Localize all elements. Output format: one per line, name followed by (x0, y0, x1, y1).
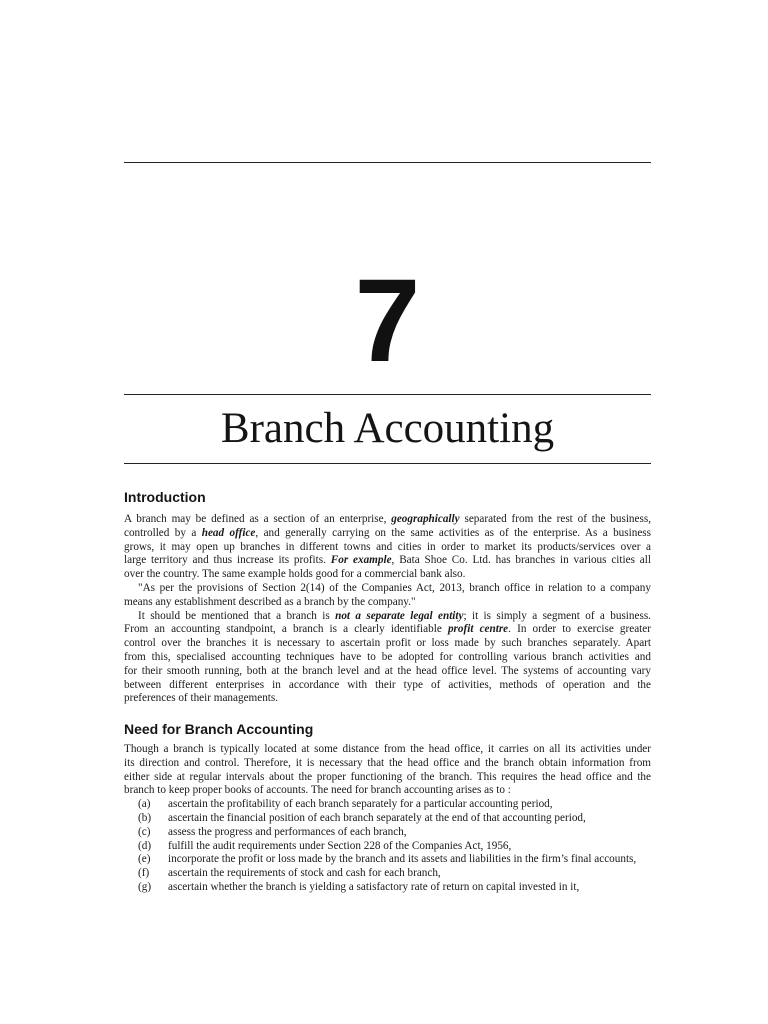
list-item-text: incorporate the profit or loss made by the branch and its assets and liabilities in the firm’s final accounts, (168, 853, 637, 866)
intro-line: grows, it may open up branches in different towns and cities in order to market its products/services over a (124, 540, 651, 553)
intro-line: over the country. The same example holds good for a commercial bank also. (124, 568, 466, 581)
list-marker: (f) (138, 867, 150, 880)
list-marker: (g) (138, 880, 152, 893)
list-item (124, 812, 651, 826)
list-item-text: ascertain the requirements of stock and cash for each branch, (168, 867, 441, 880)
need-line: its direction and control. Therefore, it is necessary that the head office and the branch obtain information from (124, 756, 651, 769)
introduction-heading: Introduction (124, 489, 206, 505)
intro-line: "As per the provisions of Section 2(14) of the Companies Act, 2013, branch office in relation to a company (138, 581, 651, 594)
need-line: either side at regular intervals about the proper functioning of the branch. This requires the head office and the (124, 770, 651, 783)
list-marker: (a) (138, 798, 151, 811)
need-line: Though a branch is typically located at some distance from the head office, it carries on all its activities under (124, 743, 651, 755)
need-heading: Need for Branch Accounting (124, 721, 314, 737)
list-marker: (d) (138, 839, 152, 852)
intro-line: between different enterprises in accordance with their type of activities, methods of operation and the (124, 678, 651, 691)
list-item (124, 840, 651, 854)
title-divider-bottom (124, 463, 651, 464)
intro-line: preferences of their managements. (124, 692, 279, 705)
list-item (124, 826, 651, 840)
need-text (124, 743, 651, 895)
list-item (124, 881, 651, 895)
title-divider-top (124, 394, 651, 395)
list-item-text: ascertain whether the branch is yielding a satisfactory rate of return on capital invested in it, (168, 880, 580, 893)
need-line: branch to keep proper books of accounts. The need for branch accounting arises as to : (124, 784, 511, 797)
intro-line: control over the branches it is necessary to ascertain profit or loss made by such branches separately. Apart (124, 637, 651, 650)
intro-line: controlled by a head office, and generally carrying on the same activities as of the enterprise. As a business (124, 526, 651, 539)
list-item (124, 853, 651, 867)
intro-line: A branch may be defined as a section of an enterprise, geographically separated from the rest of the business, (124, 513, 651, 525)
intro-line: means any establishment described as a branch by the company." (124, 595, 416, 608)
list-item (124, 798, 651, 812)
intro-line: for their smooth running, both at the branch level and at the head office level. The systems of accounting vary (124, 664, 651, 677)
chapter-title: Branch Accounting (220, 405, 555, 452)
list-item-text: ascertain the financial position of each branch separately at the end of that accounting period, (168, 811, 586, 824)
list-item-text: assess the progress and performances of each branch, (168, 825, 407, 838)
top-divider (124, 162, 651, 163)
list-item-text: fulfill the audit requirements under Section 228 of the Companies Act, 1956, (168, 839, 512, 852)
intro-line: It should be mentioned that a branch is not a separate legal entity; it is simply a segment of a business. (138, 609, 651, 622)
list-marker: (b) (138, 811, 152, 824)
intro-line: large territory and thus increase its profits. For example, Bata Shoe Co. Ltd. has branches in various cities all (124, 554, 651, 567)
list-marker: (c) (138, 825, 151, 838)
list-item-text: ascertain the profitability of each branch separately for a particular accounting period, (168, 798, 553, 811)
intro-line: from this, specialised accounting techniques have to be adopted for controlling various branch activities and (124, 650, 651, 663)
list-marker: (e) (138, 853, 151, 866)
list-item (124, 867, 651, 881)
chapter-number: 7 (354, 255, 421, 387)
intro-line: From an accounting standpoint, a branch is a clearly identifiable profit centre. In order to exercise greater (124, 623, 651, 636)
introduction-text (124, 513, 651, 706)
